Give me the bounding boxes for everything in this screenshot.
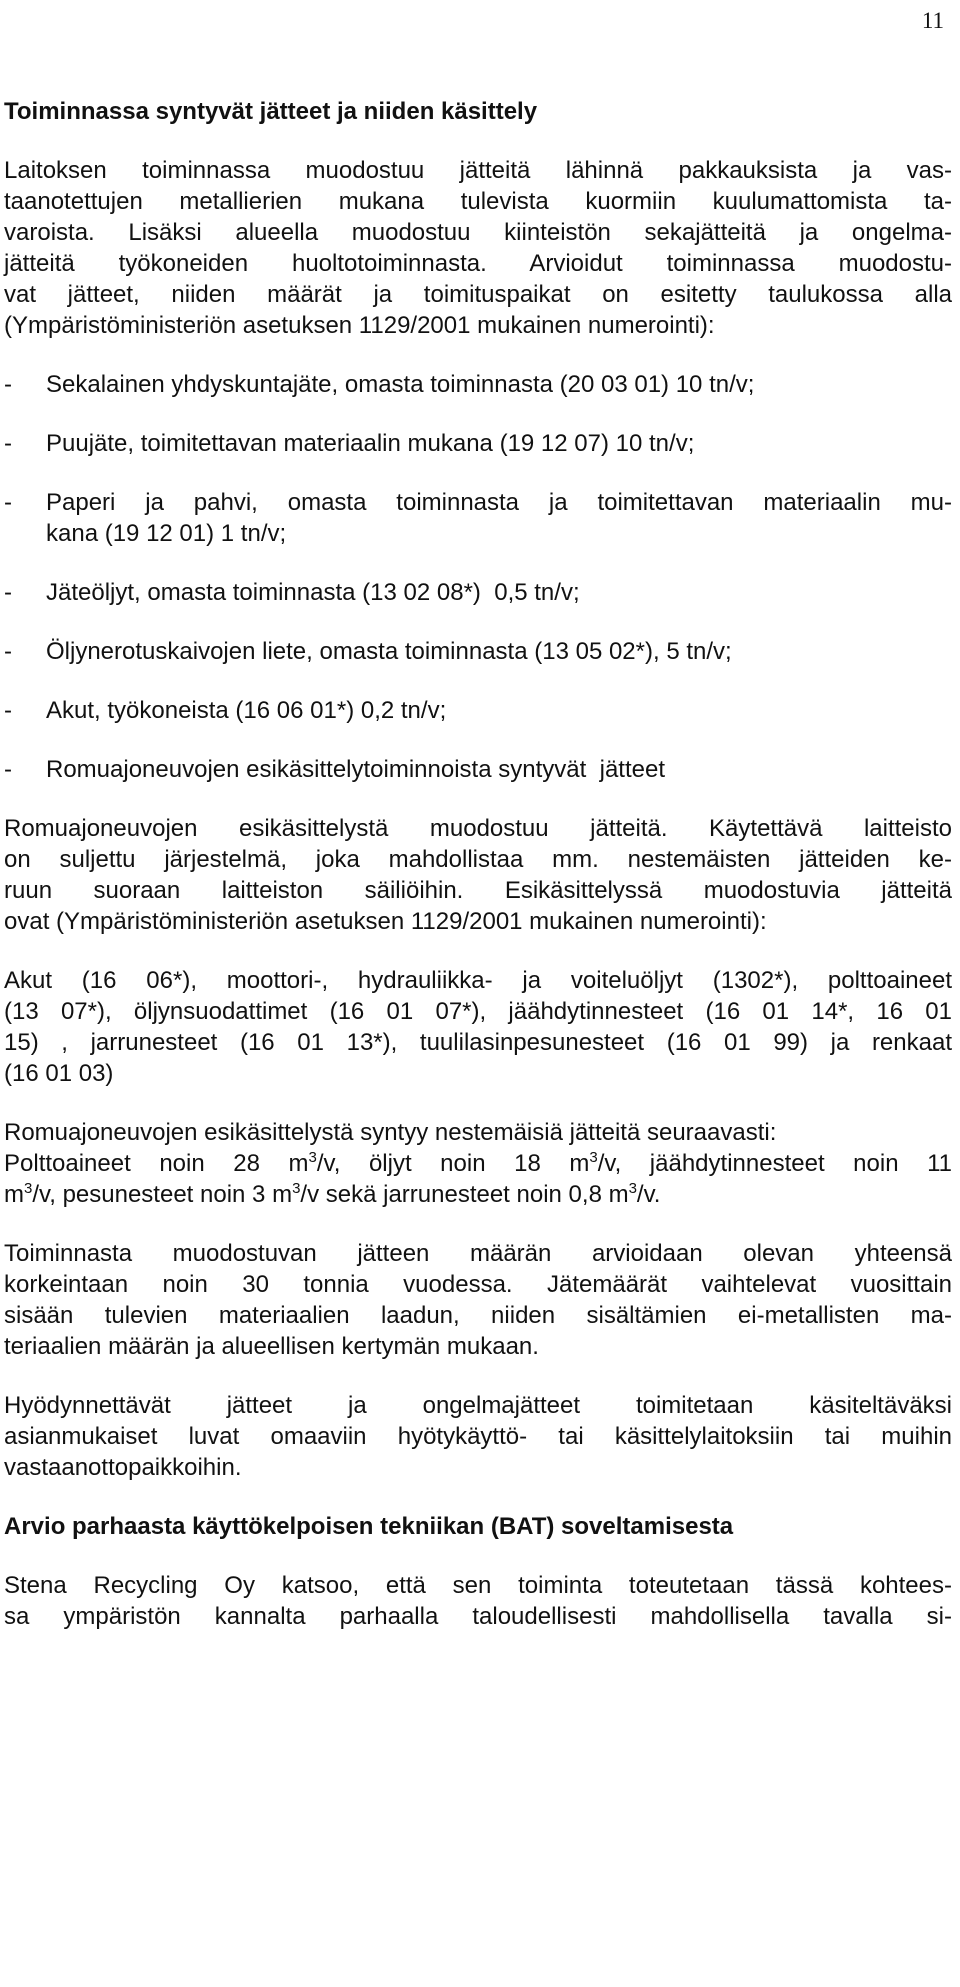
text-line: Akut (16 06*), moottori-, hydrauliikka- ja voiteluöljyt (1302*), polttoaineet [4,967,952,994]
text-line: sisään tulevien materiaalien laadun, niiden sisältämien ei-metallisten ma- [4,1302,952,1329]
text-fragment: Polttoaineet noin 28 m [4,1150,309,1177]
text-line: 15) , jarrunesteet (16 01 13*), tuulilasinpesunesteet (16 01 99) ja renkaat [4,1029,952,1056]
superscript: 3 [589,1149,598,1166]
list-item [4,636,952,667]
list-dash: - [4,756,12,783]
text-fragment: /v. [636,1181,661,1208]
text-line: Laitoksen toiminnassa muodostuu jätteitä lähinnä pakkauksista ja vas- [4,157,952,184]
text-line: taanotettujen metallierien mukana tulevista kuormiin kuulumattomista ta- [4,188,952,215]
list-item-text: Jäteöljyt, omasta toiminnasta (13 02 08*) 0,5 tn/v; [46,579,580,606]
paragraph-recycling [4,1390,952,1483]
text-line: vastaanottopaikkoihin. [4,1454,242,1481]
list-item-text: Sekalainen yhdyskuntajäte, omasta toiminnasta (20 03 01) 10 tn/v; [46,371,755,398]
text-line: korkeintaan noin 30 tonnia vuodessa. Jätemäärät vaihtelevat vuosittain [4,1271,952,1298]
text-fragment: /v sekä jarrunesteet noin 0,8 m [300,1181,629,1208]
superscript: 3 [628,1180,637,1197]
text-line: on suljettu järjestelmä, joka mahdollistaa mm. nestemäisten jätteiden ke- [4,846,952,873]
text-line [4,1148,952,1179]
paragraph-bat [4,1570,952,1632]
list-item-text: Öljynerotuskaivojen liete, omasta toiminnasta (13 05 02*), 5 tn/v; [46,638,732,665]
section-heading-bat: Arvio parhaasta käyttökelpoisen tekniikan (BAT) soveltamisesta [4,1513,734,1540]
text-line: (16 01 03) [4,1060,114,1087]
paragraph-intro [4,155,952,341]
list-dash: - [4,579,12,606]
list-item [4,754,952,785]
list-item [4,695,952,726]
text-line: varoista. Lisäksi alueella muodostuu kiinteistön sekajätteitä ja ongelma- [4,219,952,246]
paragraph-pretreatment [4,813,952,937]
text-line: Stena Recycling Oy katsoo, että sen toiminta toteutetaan tässä kohtees- [4,1572,952,1599]
text-line: teriaalien määrän ja alueellisen kertymän mukaan. [4,1333,539,1360]
text-fragment: /v, öljyt noin 18 m [316,1150,590,1177]
paragraph-waste-codes [4,965,952,1089]
list-dash: - [4,489,12,516]
text-line: asianmukaiset luvat omaaviin hyötykäyttö- tai käsittelylaitoksiin tai muihin [4,1423,952,1450]
list-item-text: Akut, työkoneista (16 06 01*) 0,2 tn/v; [46,697,447,724]
list-item-text: Paperi ja pahvi, omasta toiminnasta ja toimitettavan materiaalin mu- [46,489,952,516]
text-line [4,1179,952,1210]
text-line: vat jätteet, niiden määrät ja toimituspaikat on esitetty taulukossa alla [4,281,952,308]
list-dash: - [4,371,12,398]
list-item-text: Romuajoneuvojen esikäsittelytoiminnoista syntyvät jätteet [46,756,665,783]
text-line: (Ympäristöministeriön asetuksen 1129/2001 mukainen numerointi): [4,312,715,339]
text-line: Romuajoneuvojen esikäsittelystä syntyy nestemäisiä jätteitä seuraavasti: [4,1119,777,1146]
list-item [4,369,952,400]
text-fragment: /v, jäähdytinnesteet noin 11 [597,1150,953,1177]
list-item-text: Puujäte, toimitettavan materiaalin mukana (19 12 07) 10 tn/v; [46,430,695,457]
list-dash: - [4,638,12,665]
text-line: Romuajoneuvojen esikäsittelystä muodostuu jätteitä. Käytettävä laitteisto [4,815,952,842]
text-line: ovat (Ympäristöministeriön asetuksen 1129/2001 mukainen numerointi): [4,908,767,935]
text-fragment: m [4,1181,24,1208]
text-line: Hyödynnettävät jätteet ja ongelmajätteet toimitetaan käsiteltäväksi [4,1392,952,1419]
superscript: 3 [292,1180,301,1197]
section-heading-waste: Toiminnassa syntyvät jätteet ja niiden käsittely [4,98,538,125]
text-line: ruun suoraan laitteiston säiliöihin. Esikäsittelyssä muodostuvia jätteitä [4,877,952,904]
text-line: (13 07*), öljynsuodattimet (16 01 07*), jäähdytinnesteet (16 01 14*, 16 01 [4,998,952,1025]
list-item-text: kana (19 12 01) 1 tn/v; [46,520,287,547]
list-item [4,487,952,549]
list-item [4,577,952,608]
paragraph-waste-amount [4,1238,952,1362]
text-line: Toiminnasta muodostuvan jätteen määrän arvioidaan olevan yhteensä [4,1240,952,1267]
paragraph-liquid-waste [4,1117,952,1210]
list-dash: - [4,697,12,724]
superscript: 3 [24,1180,33,1197]
text-line: sa ympäristön kannalta parhaalla taloudellisesti mahdollisella tavalla si- [4,1603,952,1630]
text-fragment: /v, pesunesteet noin 3 m [32,1181,293,1208]
list-dash: - [4,430,12,457]
page-number: 11 [921,8,944,33]
document-body [4,96,952,1632]
superscript: 3 [308,1149,317,1166]
list-item [4,428,952,459]
text-line: jätteitä työkoneiden huoltotoiminnasta. Arvioidut toiminnassa muodostu- [4,250,952,277]
